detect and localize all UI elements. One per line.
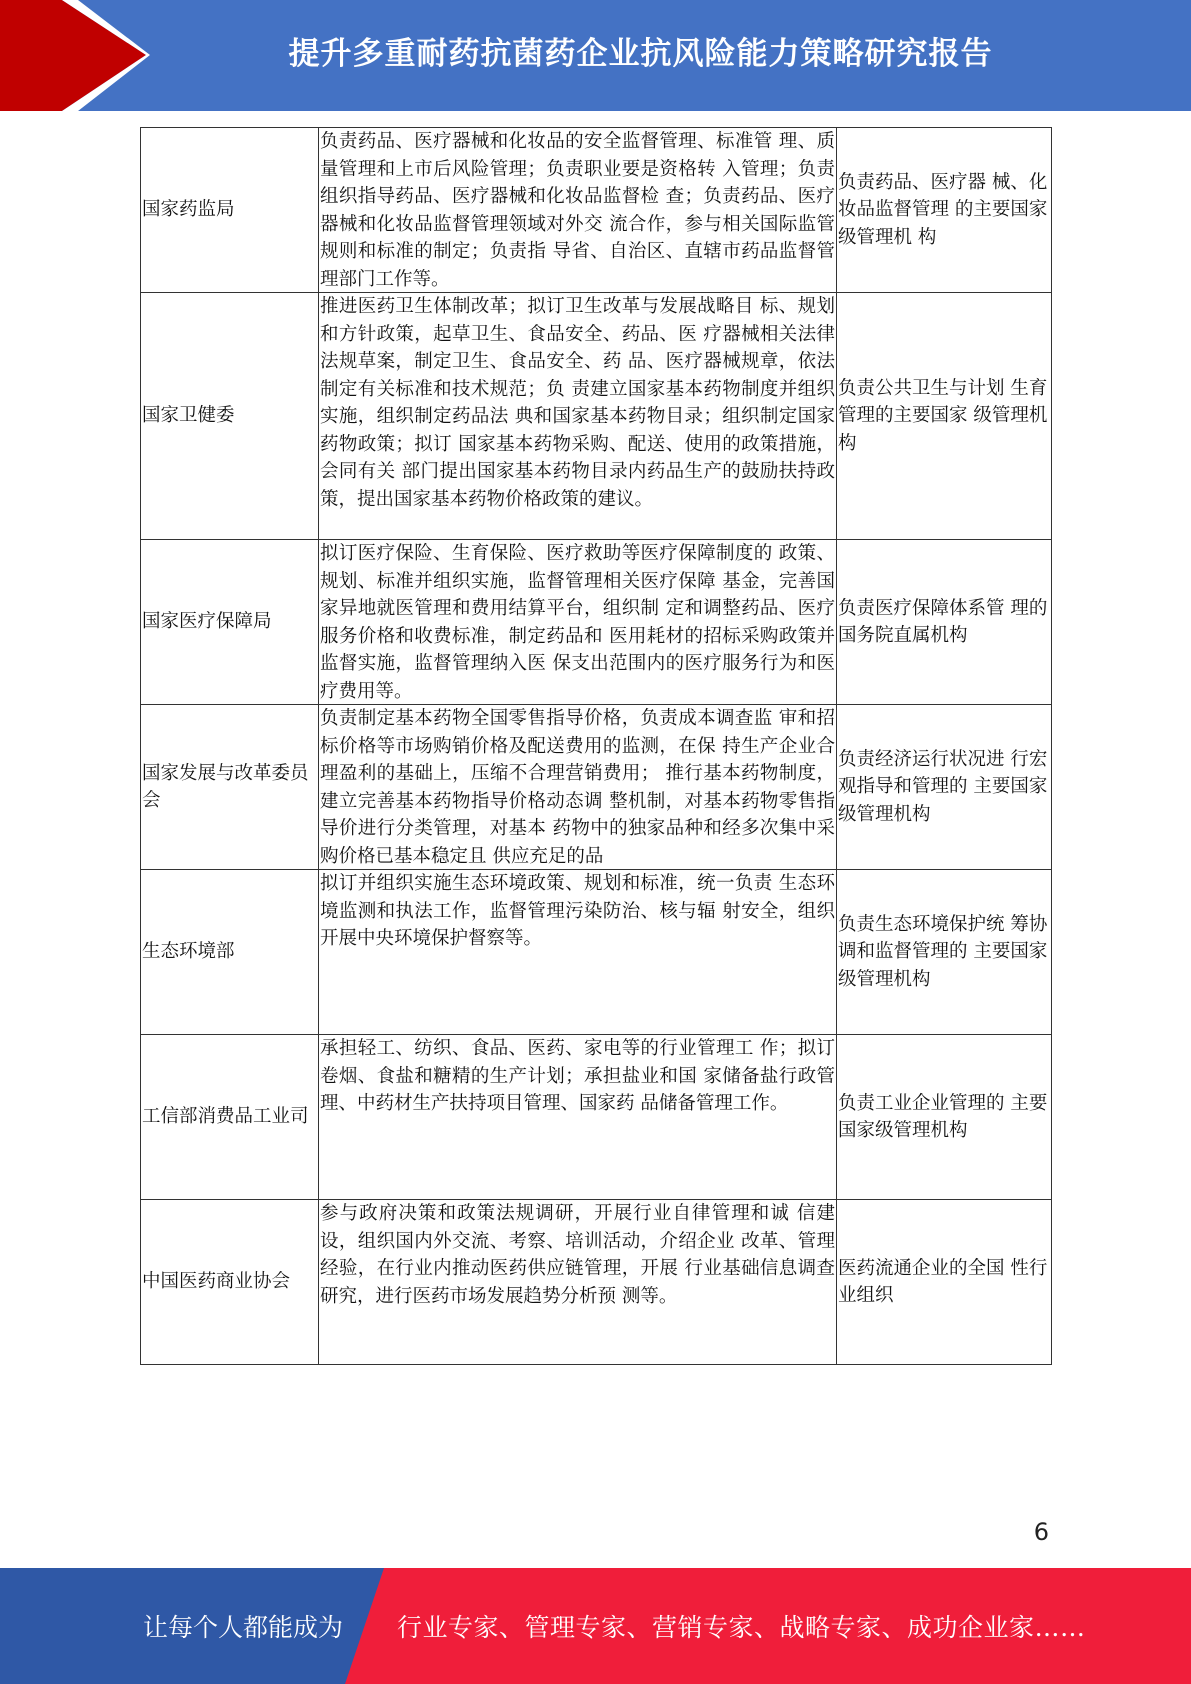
agency-name-cell: 中国医药商业协会 — [141, 1200, 319, 1365]
agency-name-cell: 生态环境部 — [141, 870, 319, 1035]
agency-name-cell: 国家医疗保障局 — [141, 540, 319, 705]
table-row — [141, 293, 1052, 540]
footer-slogan-right: 行业专家、管理专家、营销专家、战略专家、成功企业家…… — [397, 1613, 1086, 1642]
page-number: 6 — [1033, 1518, 1049, 1546]
page-header — [0, 0, 1191, 111]
agency-duty-cell — [319, 705, 837, 870]
agency-role-cell: 医药流通企业的全国 性行业组织 — [837, 1200, 1052, 1365]
table-row — [141, 705, 1052, 870]
agency-duty-cell — [319, 128, 837, 293]
agency-duty-text: 承担轻工、纺织、食品、医药、家电等的行业管理工 作；拟订卷烟、食盐和糖精的生产计划；承担盐业和国 家储备盐行政管理、中药材生产扶持项目管理、国家药 品储备管理工作。 — [320, 1038, 835, 1114]
agency-duty-cell — [319, 1035, 837, 1200]
agency-role-cell: 负责药品、医疗器 械、化妆品监督管理 的主要国家级管理机 构 — [837, 128, 1052, 293]
agency-duty-text: 拟订医疗保险、生育保险、医疗救助等医疗保障制度的 政策、规划、标准并组织实施，监督管理相关医疗保障 基金，完善国家异地就医管理和费用结算平台，组织制 定和调整药品、医疗服务价格和收费标准，制定药品和 医用耗材的招标采购政策并监督实施，监督管理纳入医 保支出范围内的医疗服务行为和医疗费用等。 — [320, 543, 835, 702]
agency-duty-text: 负责制定基本药物全国零售指导价格，负责成本调查监 审和招标价格等市场购销价格及配送费用的监测，在保 持生产企业合理盈利的基础上，压缩不合理营销费用； 推行基本药物制度，建立完善基本药物指导价格动态调 整机制，对基本药物零售指导价进行分类管理，对基本 药物中的独家品种和经多次集中采购价格已基本稳定且 供应充足的品 — [320, 708, 835, 867]
agency-duty-text: 参与政府决策和政策法规调研，开展行业自律管理和诚 信建设，组织国内外交流、考察、培训活动，介绍企业 改革、管理经验，在行业内推动医药供应链管理，开展 行业基础信息调查研究，进行医药市场发展趋势分析预 测等。 — [320, 1203, 835, 1307]
agency-duty-cell — [319, 293, 837, 540]
agency-name-cell: 国家药监局 — [141, 128, 319, 293]
agency-name-cell: 国家卫健委 — [141, 293, 319, 540]
table-row — [141, 540, 1052, 705]
agency-duty-cell — [319, 1200, 837, 1365]
agency-duty-cell — [319, 870, 837, 1035]
table-row — [141, 870, 1052, 1035]
agency-role-cell: 负责医疗保障体系管 理的国务院直属机构 — [837, 540, 1052, 705]
report-title: 提升多重耐药抗菌药企业抗风险能力策略研究报告 — [288, 35, 993, 72]
agency-role-cell: 负责工业企业管理的 主要国家级管理机构 — [837, 1035, 1052, 1200]
table-row — [141, 1200, 1052, 1365]
agency-role-cell: 负责经济运行状况进 行宏观指导和管理的 主要国家级管理机构 — [837, 705, 1052, 870]
agency-name-cell: 国家发展与改革委员会 — [141, 705, 319, 870]
agency-duty-text: 负责药品、医疗器械和化妆品的安全监督管理、标准管 理、质量管理和上市后风险管理；负责职业要是资格转 入管理；负责组织指导药品、医疗器械和化妆品监督检 查；负责药品、医疗器械和化妆品监督管理领域对外交 流合作，参与相关国际监管规则和标准的制定；负责指 导省、自治区、直辖市药品监督管理部门工作等。 — [320, 131, 835, 290]
agency-table — [140, 127, 1051, 1365]
table-row — [141, 1035, 1052, 1200]
page-footer — [0, 1568, 1191, 1684]
table-row — [141, 128, 1052, 293]
agency-duty-text: 推进医药卫生体制改革；拟订卫生改革与发展战略目 标、规划和方针政策，起草卫生、食品安全、药品、医 疗器械相关法律法规草案，制定卫生、食品安全、药 品、医疗器械规章，依法制定有关标准和技术规范；负 责建立国家基本药物制度并组织实施，组织制定药品法 典和国家基本药物目录；组织制定国家药物政策；拟订 国家基本药物采购、配送、使用的政策措施，会同有关 部门提出国家基本药物目录内药品生产的鼓励扶持政 策，提出国家基本药物价格政策的建议。 — [320, 296, 835, 510]
agency-role-cell: 负责公共卫生与计划 生育管理的主要国家 级管理机构 — [837, 293, 1052, 540]
header-chevron-icon — [0, 0, 160, 111]
agency-duty-text: 拟订并组织实施生态环境政策、规划和标准，统一负责 生态环境监测和执法工作，监督管理污染防治、核与辐 射安全，组织开展中央环境保护督察等。 — [320, 873, 835, 949]
agency-role-cell: 负责生态环境保护统 筹协调和监督管理的 主要国家级管理机构 — [837, 870, 1052, 1035]
agency-duty-cell — [319, 540, 837, 705]
footer-slogan-left: 让每个人都能成为 — [143, 1613, 344, 1642]
agency-name-cell: 工信部消费品工业司 — [141, 1035, 319, 1200]
